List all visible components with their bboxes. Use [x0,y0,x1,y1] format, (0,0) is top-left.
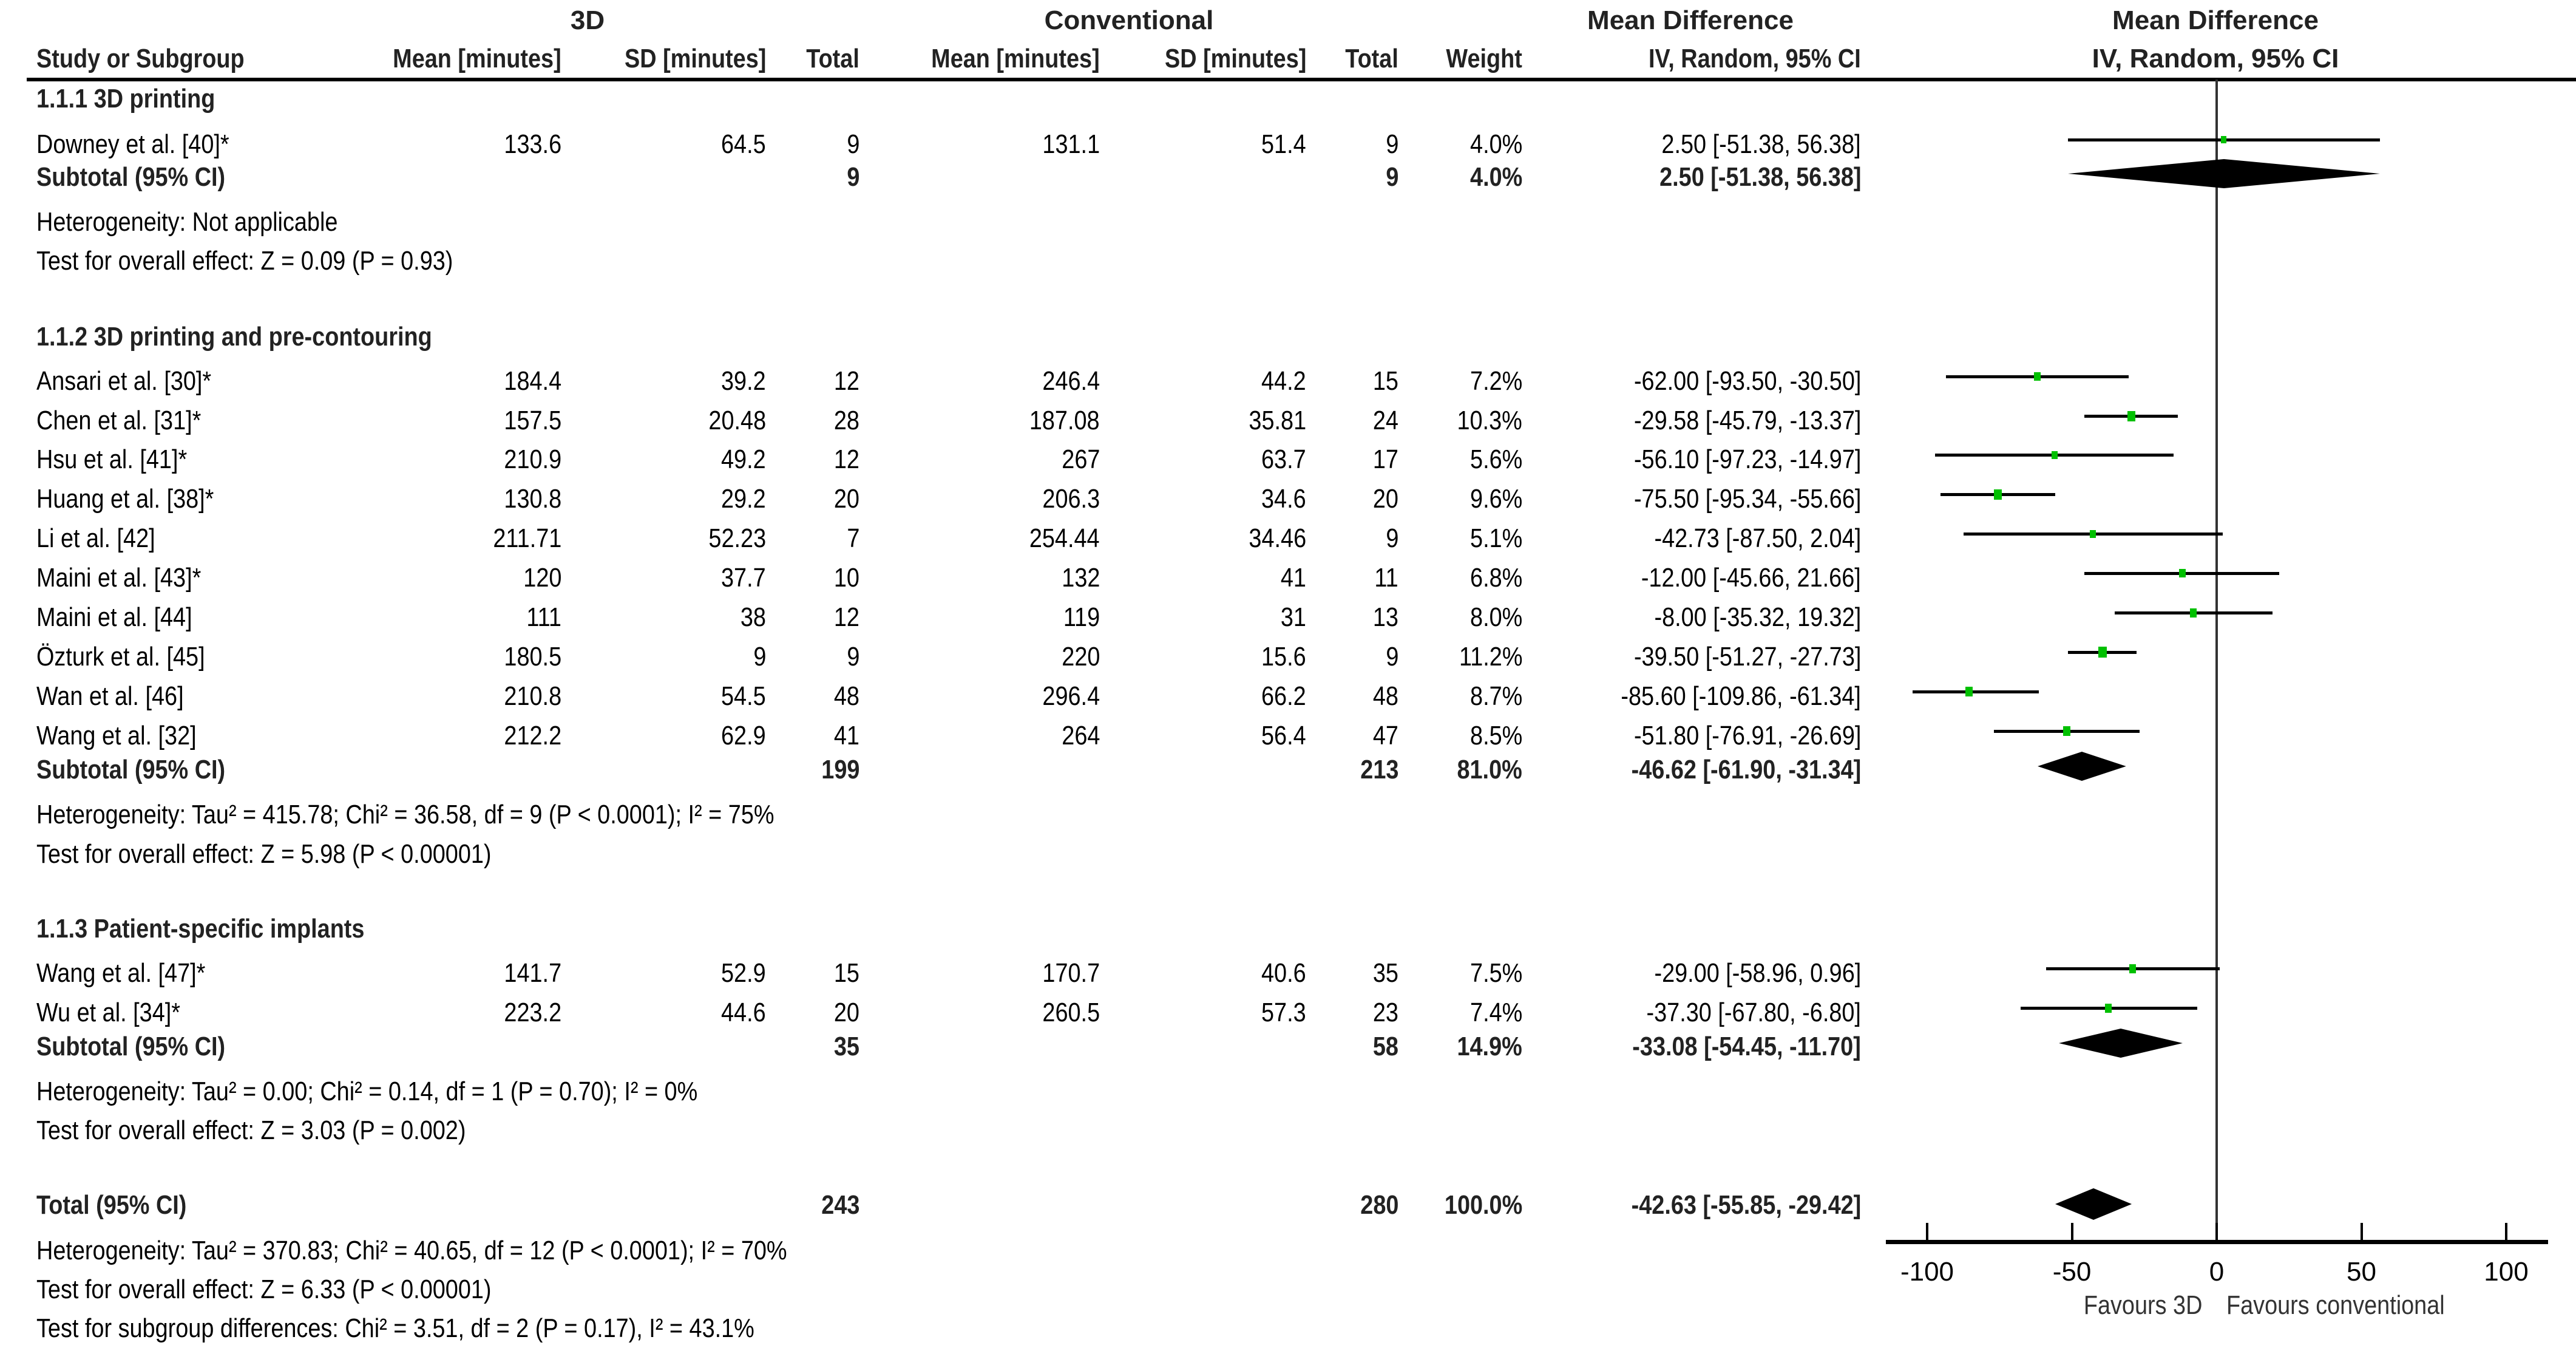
study-sd-3d: 39.2 [721,366,766,396]
study-sd-3d: 20.48 [708,406,766,435]
point-estimate-square [2221,136,2226,143]
favours-3d-label: Favours 3D [2083,1290,2202,1320]
study-sd-3d: 9 [753,642,766,672]
study-total-3d: 12 [833,366,859,396]
study-sd-conventional: 57.3 [1261,998,1306,1027]
study-weight: 9.6% [1469,484,1522,514]
study-mean-difference: -37.30 [-67.80, -6.80] [1646,998,1861,1027]
study-mean-difference: -8.00 [-35.32, 19.32] [1654,602,1861,632]
study-sd-conventional: 34.46 [1249,523,1306,553]
overall-effect-text: Test for overall effect: Z = 3.03 (P = 0.002) [36,1115,466,1145]
point-estimate-square [2063,726,2070,736]
study-mean-conventional: 170.7 [1042,958,1100,988]
study-sd-conventional: 44.2 [1261,366,1306,396]
axis-tick-label: 0 [2209,1257,2225,1287]
study-mean-conventional: 132 [1061,563,1100,593]
subtotal-mean-difference: 2.50 [-51.38, 56.38] [1659,162,1861,192]
study-total-3d: 20 [833,998,859,1027]
point-estimate-square [2105,1004,2112,1013]
favours-conventional-label: Favours conventional [2226,1290,2445,1320]
study-weight: 7.2% [1469,366,1522,396]
header-md-title: Mean Difference [1587,5,1794,35]
study-total-conventional: 9 [1385,129,1398,159]
ci-line [1913,690,2039,693]
study-name: Huang et al. [38]* [36,484,214,514]
study-mean-conventional: 131.1 [1042,129,1100,159]
study-total-conventional: 35 [1372,958,1398,988]
study-sd-conventional: 34.6 [1261,484,1306,514]
study-sd-3d: 54.5 [721,681,766,711]
point-estimate-square [2179,569,2186,577]
study-sd-conventional: 35.81 [1249,406,1306,435]
subtotal-total-conventional: 213 [1360,755,1398,784]
study-weight: 7.4% [1469,998,1522,1027]
study-weight: 10.3% [1457,406,1522,435]
subtotal-total-3d: 199 [821,755,859,784]
study-mean-3d: 212.2 [504,721,561,750]
point-estimate-square [2127,411,2135,421]
study-mean-conventional: 267 [1061,444,1100,474]
study-mean-conventional: 187.08 [1029,406,1100,435]
subtotal-label: Subtotal (95% CI) [36,1032,226,1061]
study-sd-3d: 52.9 [721,958,766,988]
total-n-conventional: 280 [1360,1190,1398,1220]
study-total-3d: 28 [833,406,859,435]
study-mean-difference: -39.50 [-51.27, -27.73] [1633,642,1861,672]
study-weight: 8.7% [1469,681,1522,711]
subgroup-title: 1.1.1 3D printing [36,84,215,114]
study-sd-3d: 29.2 [721,484,766,514]
study-name: Chen et al. [31]* [36,406,202,435]
study-weight: 8.5% [1469,721,1522,750]
subgroup-title: 1.1.3 Patient-specific implants [36,914,365,944]
study-name: Hsu et al. [41]* [36,444,188,474]
subtotal-mean-difference: -46.62 [-61.90, -31.34] [1631,755,1861,784]
study-name: Maini et al. [43]* [36,563,202,593]
study-mean-conventional: 246.4 [1042,366,1100,396]
study-mean-difference: -56.10 [-97.23, -14.97] [1633,444,1861,474]
study-total-3d: 9 [846,642,859,672]
study-total-conventional: 9 [1385,523,1398,553]
study-weight: 7.5% [1469,958,1522,988]
header-col-total1: Total [806,44,859,73]
header-plot-sub: IV, Random, 95% CI [2092,44,2339,73]
study-mean-3d: 157.5 [504,406,561,435]
total-overall-effect-text: Test for overall effect: Z = 6.33 (P < 0.00001) [36,1274,492,1304]
point-estimate-square [2090,530,2096,538]
study-total-conventional: 13 [1372,602,1398,632]
study-mean-conventional: 264 [1061,721,1100,750]
header-col-sd2: SD [minutes] [1164,44,1306,73]
subtotal-total-conventional: 58 [1372,1032,1398,1061]
study-mean-3d: 180.5 [504,642,561,672]
study-name: Wang et al. [47]* [36,958,206,988]
study-mean-3d: 133.6 [504,129,561,159]
study-sd-conventional: 40.6 [1261,958,1306,988]
study-mean-conventional: 220 [1061,642,1100,672]
axis-tick [1926,1223,1928,1241]
study-sd-conventional: 51.4 [1261,129,1306,159]
study-weight: 5.6% [1469,444,1522,474]
subtotal-total-3d: 35 [833,1032,859,1061]
study-weight: 4.0% [1469,129,1522,159]
study-total-3d: 12 [833,602,859,632]
study-name: Li et al. [42] [36,523,155,553]
study-name: Wang et al. [32] [36,721,197,750]
point-estimate-square [1965,687,1973,696]
study-total-conventional: 17 [1372,444,1398,474]
header-col-md: IV, Random, 95% CI [1649,44,1861,73]
study-weight: 8.0% [1469,602,1522,632]
study-sd-conventional: 15.6 [1261,642,1306,672]
header-plot-title: Mean Difference [2112,5,2319,35]
study-weight: 11.2% [1459,642,1522,672]
axis-tick [2215,1223,2218,1241]
study-mean-difference: -12.00 [-45.66, 21.66] [1641,563,1861,593]
study-total-conventional: 15 [1372,366,1398,396]
subtotal-weight: 4.0% [1469,162,1522,192]
axis-tick-label: -50 [2052,1257,2092,1287]
header-col-weight: Weight [1446,44,1522,73]
study-sd-3d: 37.7 [721,563,766,593]
total-weight: 100.0% [1444,1190,1522,1220]
axis-tick [2505,1223,2507,1241]
study-name: Wan et al. [46] [36,681,184,711]
subtotal-weight: 14.9% [1457,1032,1522,1061]
study-weight: 6.8% [1469,563,1522,593]
total-label: Total (95% CI) [36,1190,187,1220]
header-col-sd1: SD [minutes] [624,44,766,73]
study-mean-difference: -75.50 [-95.34, -55.66] [1633,484,1861,514]
header-col-total2: Total [1345,44,1398,73]
point-estimate-square [1994,489,2002,500]
study-mean-3d: 130.8 [504,484,561,514]
subgroup-differences-text: Test for subgroup differences: Chi² = 3.51, df = 2 (P = 0.17), I² = 43.1% [36,1313,754,1343]
study-sd-3d: 49.2 [721,444,766,474]
pooled-diamond [2038,752,2126,781]
study-name: Wu et al. [34]* [36,998,180,1027]
study-mean-3d: 184.4 [504,366,561,396]
line-of-no-effect [2215,80,2218,1242]
subtotal-label: Subtotal (95% CI) [36,162,226,192]
study-sd-conventional: 63.7 [1261,444,1306,474]
total-mean-difference: -42.63 [-55.85, -29.42] [1631,1190,1861,1220]
study-mean-conventional: 206.3 [1042,484,1100,514]
subgroup-title: 1.1.2 3D printing and pre-contouring [36,322,432,352]
study-name: Maini et al. [44] [36,602,192,632]
point-estimate-square [2034,372,2041,381]
subtotal-weight: 81.0% [1457,755,1522,784]
study-mean-3d: 210.8 [504,681,561,711]
pooled-diamond [2068,159,2380,188]
study-sd-3d: 38 [740,602,766,632]
study-total-3d: 9 [846,129,859,159]
axis-tick-label: 50 [2347,1257,2376,1287]
study-name: Özturk et al. [45] [36,642,205,672]
study-total-3d: 12 [833,444,859,474]
study-total-conventional: 20 [1372,484,1398,514]
point-estimate-square [2052,451,2058,459]
header-col-mean2: Mean [minutes] [931,44,1100,73]
study-sd-3d: 62.9 [721,721,766,750]
overall-effect-text: Test for overall effect: Z = 5.98 (P < 0.00001) [36,839,492,869]
axis-tick [2071,1223,2073,1241]
subtotal-mean-difference: -33.08 [-54.45, -11.70] [1632,1032,1861,1061]
study-mean-3d: 210.9 [504,444,561,474]
pooled-diamond [2055,1188,2132,1220]
study-sd-3d: 44.6 [721,998,766,1027]
study-mean-difference: 2.50 [-51.38, 56.38] [1661,129,1861,159]
study-total-3d: 48 [833,681,859,711]
study-name: Downey et al. [40]* [36,129,229,159]
header-col-mean1: Mean [minutes] [393,44,561,73]
study-sd-conventional: 41 [1280,563,1306,593]
total-heterogeneity-text: Heterogeneity: Tau² = 370.83; Chi² = 40.65, df = 12 (P < 0.0001); I² = 70% [36,1236,787,1265]
study-sd-conventional: 56.4 [1261,721,1306,750]
study-mean-conventional: 254.44 [1029,523,1100,553]
study-mean-difference: -29.58 [-45.79, -13.37] [1633,406,1861,435]
header-group-3d: 3D [570,5,605,35]
study-total-3d: 41 [833,721,859,750]
study-total-3d: 15 [833,958,859,988]
axis-tick-label: 100 [2484,1257,2529,1287]
study-mean-conventional: 296.4 [1042,681,1100,711]
header-col-study: Study or Subgroup [36,44,245,73]
study-name: Ansari et al. [30]* [36,366,212,396]
subtotal-label: Subtotal (95% CI) [36,755,226,784]
study-mean-3d: 120 [523,563,561,593]
study-mean-3d: 141.7 [504,958,561,988]
study-mean-conventional: 260.5 [1042,998,1100,1027]
study-mean-3d: 211.71 [493,523,561,553]
subtotal-total-3d: 9 [846,162,859,192]
heterogeneity-text: Heterogeneity: Not applicable [36,207,338,237]
study-total-3d: 7 [846,523,859,553]
heterogeneity-text: Heterogeneity: Tau² = 415.78; Chi² = 36.58, df = 9 (P < 0.0001); I² = 75% [36,800,774,829]
study-sd-conventional: 31 [1280,602,1306,632]
overall-effect-text: Test for overall effect: Z = 0.09 (P = 0.93) [36,246,453,276]
study-sd-conventional: 66.2 [1261,681,1306,711]
axis-tick [2361,1223,2363,1241]
study-sd-3d: 52.23 [708,523,766,553]
study-sd-3d: 64.5 [721,129,766,159]
total-n-3d: 243 [821,1190,859,1220]
header-group-conventional: Conventional [1044,5,1214,35]
study-mean-difference: -42.73 [-87.50, 2.04] [1654,523,1861,553]
study-total-conventional: 24 [1372,406,1398,435]
point-estimate-square [2129,964,2136,973]
subtotal-total-conventional: 9 [1385,162,1398,192]
heterogeneity-text: Heterogeneity: Tau² = 0.00; Chi² = 0.14, df = 1 (P = 0.70); I² = 0% [36,1077,698,1106]
study-mean-difference: -85.60 [-109.86, -61.34] [1621,681,1861,711]
study-total-conventional: 23 [1372,998,1398,1027]
point-estimate-square [2098,647,2107,658]
point-estimate-square [2190,608,2197,618]
study-weight: 5.1% [1469,523,1522,553]
axis-tick-label: -100 [1900,1257,1954,1287]
study-mean-conventional: 119 [1063,602,1100,632]
study-total-conventional: 48 [1372,681,1398,711]
study-mean-difference: -51.80 [-76.91, -26.69] [1633,721,1861,750]
study-total-3d: 20 [833,484,859,514]
study-mean-3d: 111 [526,602,561,632]
study-mean-3d: 223.2 [504,998,561,1027]
study-mean-difference: -29.00 [-58.96, 0.96] [1654,958,1861,988]
header-rule [27,78,2576,81]
study-total-conventional: 47 [1372,721,1398,750]
study-total-conventional: 9 [1385,642,1398,672]
study-mean-difference: -62.00 [-93.50, -30.50] [1633,366,1861,396]
study-total-3d: 10 [833,563,859,593]
study-total-conventional: 11 [1374,563,1398,593]
pooled-diamond [2059,1029,2183,1058]
